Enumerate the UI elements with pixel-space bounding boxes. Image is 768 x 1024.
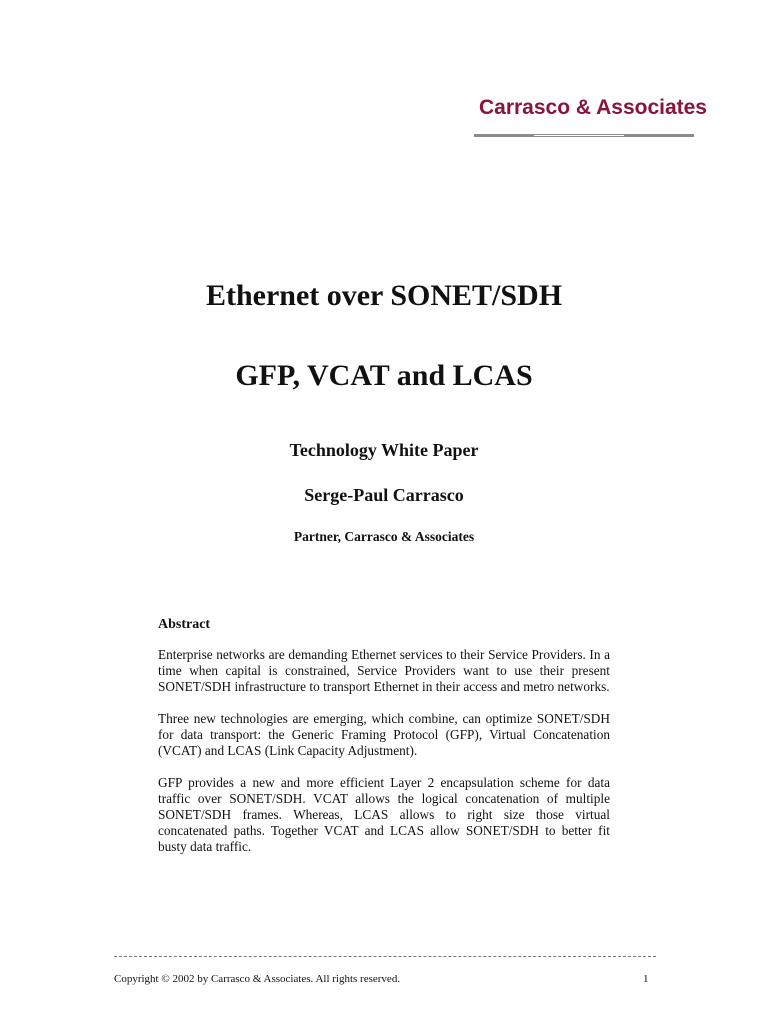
brand-underline-rule: [474, 134, 694, 137]
abstract-paragraph: Enterprise networks are demanding Ethernet services to their Service Providers. In a time when capital is constrained, Service Providers want to use their present SONET/SDH infrastructure to transport Ethernet in their access and metro networks.: [158, 647, 610, 694]
document-title-line1: Ethernet over SONET/SDH: [205, 279, 563, 312]
company-brand: Carrasco & Associates: [478, 96, 707, 119]
abstract-paragraph: GFP provides a new and more efficient Layer 2 encapsulation scheme for data traffic over SONET/SDH. VCAT allows the logical concatenation of multiple SONET/SDH frames. Whereas, LCAS allows to right size those virtual concatenated paths. Together VCAT and LCAS allow SONET/SDH to better fit busty data traffic.: [158, 775, 610, 854]
footer-divider: [114, 956, 656, 957]
copyright-notice: Copyright © 2002 by Carrasco & Associates. All rights reserved.: [114, 973, 401, 985]
page-number: 1: [643, 973, 649, 985]
document-type: Technology White Paper: [289, 440, 479, 460]
document-title-line2: GFP, VCAT and LCAS: [235, 359, 533, 392]
abstract-paragraph: Three new technologies are emerging, which combine, can optimize SONET/SDH for data transport: the Generic Framing Protocol (GFP), Virtual Concatenation (VCAT) and LCAS (Link Capacity Adjustment).: [158, 711, 610, 758]
author-role: Partner, Carrasco & Associates: [293, 529, 475, 544]
abstract-section: [158, 617, 610, 871]
author-name: Serge-Paul Carrasco: [304, 485, 464, 505]
abstract-heading: Abstract: [158, 617, 211, 632]
